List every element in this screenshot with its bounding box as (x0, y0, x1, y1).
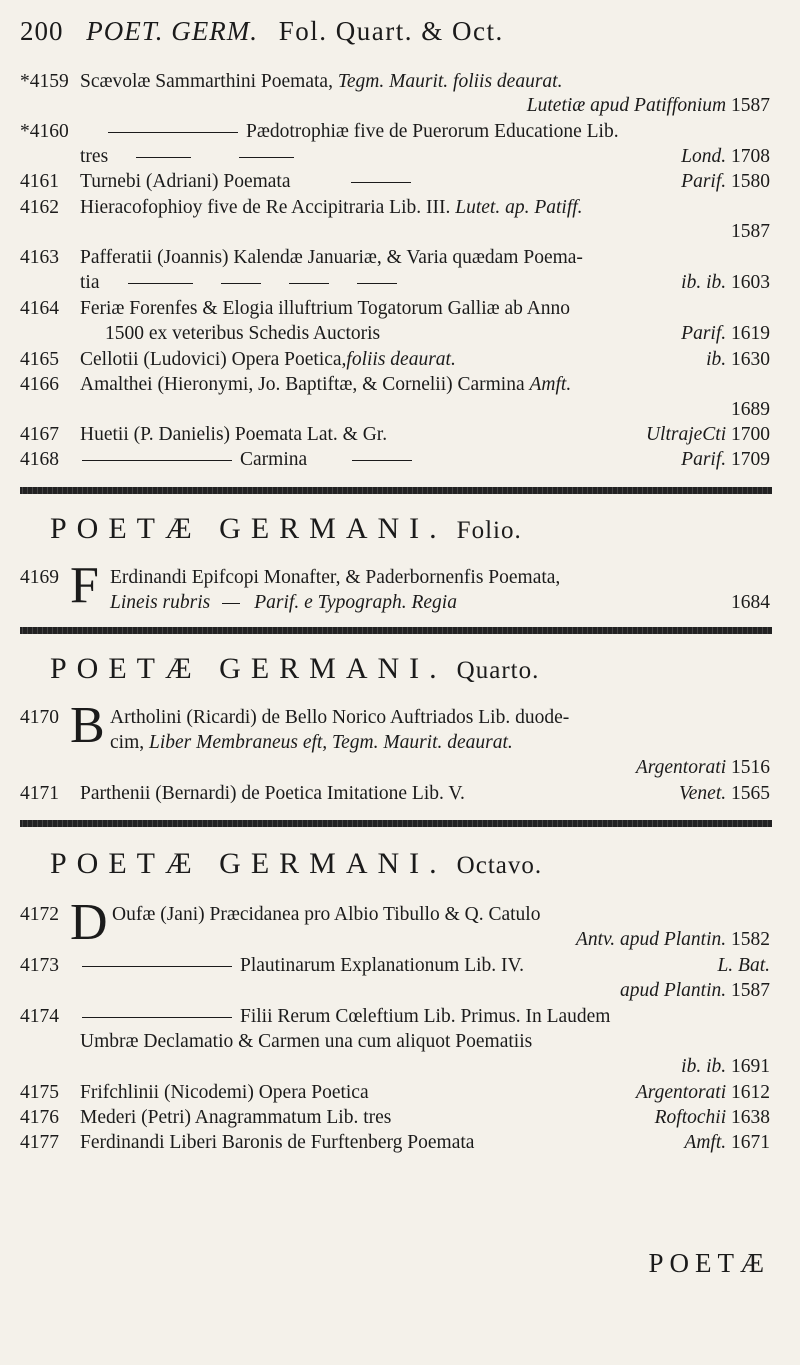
entry-text: Ferdinandi Liberi Baronis de Furftenberg Poemata (80, 1132, 475, 1153)
entry-number: 4177 (20, 1132, 59, 1153)
entry-imprint: 1684 (731, 592, 770, 613)
entry-number: 4168 (20, 449, 59, 470)
entry-text: Parthenii (Bernardi) de Poetica Imitatione Lib. V. (80, 783, 465, 804)
section-rule (20, 820, 772, 827)
initial-letter: F (70, 557, 99, 614)
entry-number: 4163 (20, 247, 59, 268)
running-header (20, 16, 720, 47)
entry-imprint: L. Bat. (717, 955, 770, 976)
entry-imprint: Amft. 1671 (684, 1132, 770, 1153)
entry-text: Pædotrophiæ five de Puerorum Educatione Lib. (100, 120, 619, 144)
entry-text: Feriæ Forenfes & Elogia illuftrium Togatorum Galliæ ab Anno (80, 298, 571, 319)
entry-imprint: Argentorati 1516 (635, 757, 770, 778)
entry-number: 4176 (20, 1107, 59, 1128)
entry-number: *4159 (20, 71, 69, 92)
entry-number: 4164 (20, 298, 59, 319)
entry-text: Hieracofophioy five de Re Accipitraria Lib. III. Lutet. ap. Patiff. (80, 197, 583, 218)
entry-number: 4167 (20, 424, 59, 445)
entry-number: 4169 (20, 567, 59, 588)
entry-text: 1500 ex veteribus Schedis Auctoris (105, 323, 381, 344)
entry-imprint: Parif. 1580 (681, 171, 770, 192)
entry-imprint: apud Plantin. 1587 (619, 980, 770, 1001)
entry-number: 4166 (20, 374, 59, 395)
catchword: POETÆ (648, 1248, 770, 1278)
entry-text: Oufæ (Jani) Præcidanea pro Albio Tibullo & Q. Catulo (112, 904, 541, 925)
entry-imprint: Argentorati 1612 (635, 1082, 770, 1103)
entry-number: 4175 (20, 1082, 59, 1103)
entry-imprint: ib. 1630 (706, 349, 770, 370)
entry-text: Carmina (82, 448, 420, 472)
entry-imprint: Venet. 1565 (679, 783, 770, 804)
entry-text: tia (80, 271, 405, 295)
entry-imprint: UltrajeCti 1700 (645, 424, 770, 445)
section-rule (20, 487, 772, 494)
entry-number: 4174 (20, 1006, 59, 1027)
entry-text: Turnebi (Adriani) Poemata (80, 170, 419, 194)
entry-text: Filii Rerum Cœleftium Lib. Primus. In Laudem (82, 1005, 610, 1029)
entry-imprint: ib. ib. 1603 (681, 272, 770, 293)
section-heading-quarto: POETÆ GERMANI. Quarto. (50, 652, 540, 685)
entry-imprint: Lutetiæ apud Patiffonium 1587 (526, 95, 770, 116)
section-heading-octavo: POETÆ GERMANI. Octavo. (50, 847, 543, 880)
initial-letter: D (70, 894, 108, 951)
entry-number: 4165 (20, 349, 59, 370)
section-rule (20, 627, 772, 634)
entry-text: Plautinarum Explanationum Lib. IV. (82, 954, 524, 978)
entry-imprint: Parif. 1619 (681, 323, 770, 344)
entry-imprint: 1689 (731, 399, 770, 420)
entry-number: 4172 (20, 904, 59, 925)
entry-text: tres (80, 145, 302, 169)
entry-text: Lineis rubris Parif. e Typograph. Regia (110, 592, 457, 613)
initial-letter: B (70, 697, 105, 754)
running-formats: Fol. Quart. & Oct. (278, 16, 504, 46)
entry-number: 4173 (20, 955, 59, 976)
running-title: POET. GERM. (86, 16, 258, 46)
entry-imprint: Roftochii 1638 (654, 1107, 770, 1128)
entry-imprint: Antv. apud Plantin. 1582 (575, 929, 770, 950)
entry-imprint: 1587 (731, 221, 770, 242)
entry-text: Mederi (Petri) Anagrammatum Lib. tres (80, 1107, 392, 1128)
entry-text: Huetii (P. Danielis) Poemata Lat. & Gr. (80, 424, 388, 445)
entry-text: Umbræ Declamatio & Carmen una cum aliquot Poematiis (80, 1031, 533, 1052)
entry-text: Cellotii (Ludovici) Opera Poetica,foliis deaurat. (80, 349, 456, 370)
page-number: 200 (20, 16, 64, 46)
entry-text: cim, Liber Membraneus eft, Tegm. Maurit. deaurat. (110, 732, 513, 753)
entry-imprint: Parif. 1709 (681, 449, 770, 470)
entry-imprint: ib. ib. 1691 (681, 1056, 770, 1077)
entry-text: Frifchlinii (Nicodemi) Opera Poetica (80, 1082, 369, 1103)
entry-number: 4171 (20, 783, 59, 804)
entry-number: 4170 (20, 707, 59, 728)
entry-text: Scævolæ Sammarthini Poemata, Tegm. Maurit. foliis deaurat. (80, 71, 563, 92)
entry-text: Erdinandi Epifcopi Monafter, & Paderbornenfis Poemata, (110, 567, 561, 588)
section-heading-folio: POETÆ GERMANI. Folio. (50, 512, 522, 545)
entry-imprint: Lond. 1708 (681, 146, 770, 167)
entry-number: *4160 (20, 121, 69, 142)
entry-number: 4162 (20, 197, 59, 218)
entry-number: 4161 (20, 171, 59, 192)
entry-text: Pafferatii (Joannis) Kalendæ Januariæ, & Varia quædam Poema- (80, 247, 583, 268)
entry-text: Artholini (Ricardi) de Bello Norico Auftriados Lib. duode- (110, 707, 570, 728)
entry-text: Amalthei (Hieronymi, Jo. Baptiftæ, & Cornelii) Carmina Amft. (80, 374, 572, 395)
